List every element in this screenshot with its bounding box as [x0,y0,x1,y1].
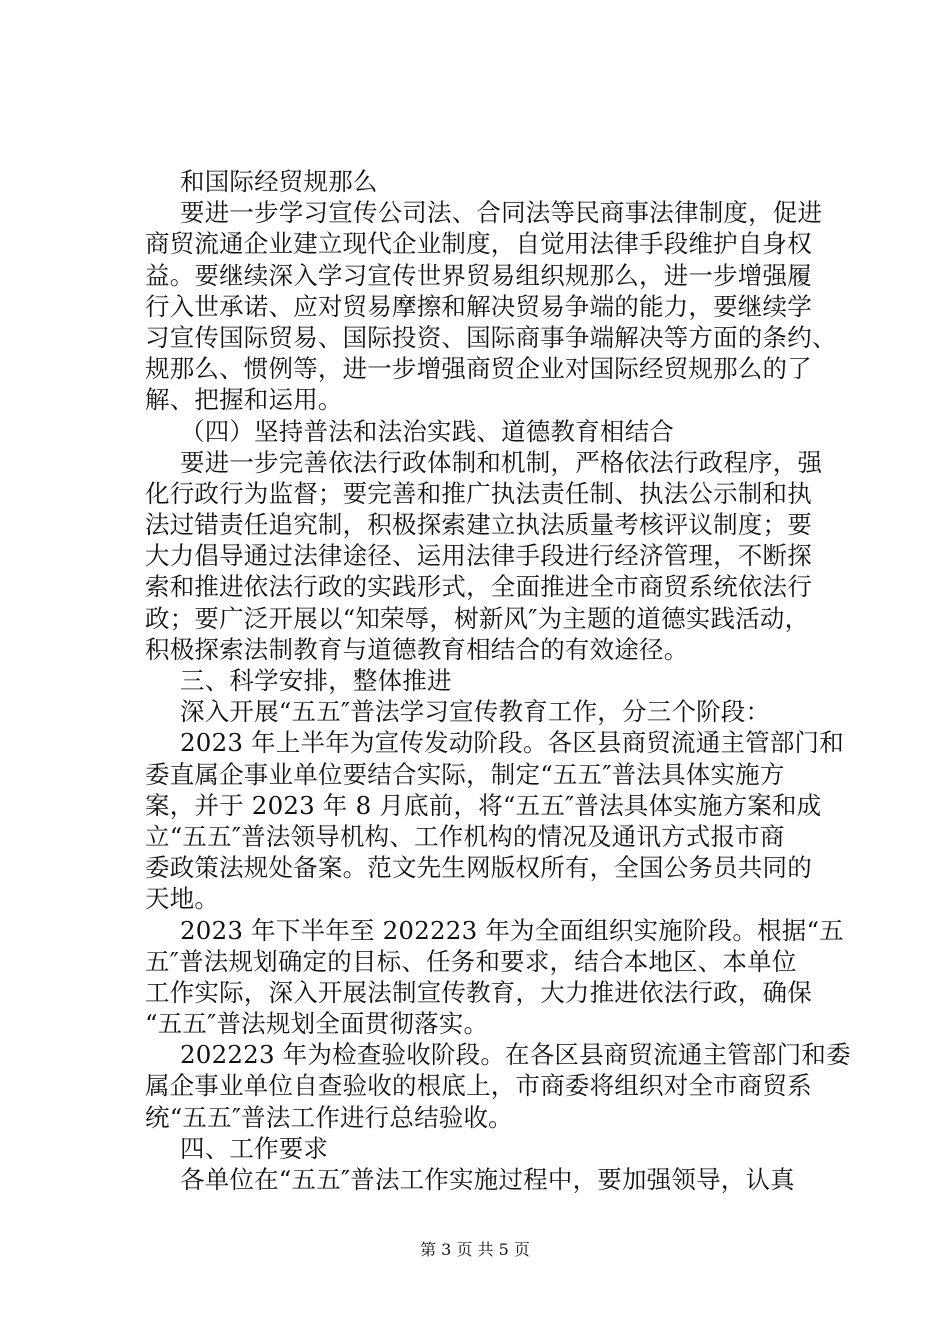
text-line: 法过错责任追究制，积极探索建立执法质量考核评议制度；要 [145,510,812,540]
text-line: 解、把握和运用。 [145,385,343,415]
text-line: 案，并于 2023 年 8 月底前，将“五五″普法具体实施方案和成 [145,790,822,820]
text-line: 商贸流通企业建立现代企业制度，自觉用法律手段维护自身权 [145,229,812,259]
text-line: 大力倡导通过法律途径、运用法律手段进行经济管理，不断探 [145,541,812,571]
text-line: 规那么、惯例等，进一步增强商贸企业对国际经贸规那么的了 [145,354,812,384]
text-line: 委政策法规处备案。范文先生网版权所有，全国公务员共同的 [145,853,812,883]
text-line: 要进一步学习宣传公司法、合同法等民商事法律制度，促进 [180,198,823,228]
text-line: 天地。 [145,884,220,914]
text-line: 委直属企事业单位要结合实际，制定“五五″普法具体实施方 [145,759,785,789]
page-footer: 第 3 页 共 5 页 [420,1240,530,1259]
text-line: 五″普法规划确定的目标、任务和要求，结合本地区、本单位 [145,946,797,976]
text-line: 索和推进依法行政的实践形式，全面推进全市商贸系统依法行 [145,572,812,602]
document-body [145,166,851,1195]
text-line: “五五″普法规划全面贯彻落实。 [145,1009,489,1039]
text-line: 统“五五″普法工作进行总结验收。 [145,1102,513,1132]
text-line: 202223 年为检查验收阶段。在各区县商贸流通主管部门和委 [180,1040,851,1070]
text-line: 三、科学安排，整体推进 [180,666,452,695]
text-line: 四、工作要求 [180,1133,329,1163]
text-line: 深入开展“五五″普法学习宣传教育工作，分三个阶段： [180,697,771,727]
text-line: 益。要继续深入学习宣传世界贸易组织规那么，进一步增强履 [145,260,812,290]
text-line: 习宣传国际贸易、国际投资、国际商事争端解决等方面的条约、 [145,322,837,352]
text-line: 2023 年下半年至 202223 年为全面组织实施阶段。根据“五 [180,915,844,945]
text-line: 要进一步完善依法行政体制和机制，严格依法行政程序，强 [180,447,823,477]
text-line: 化行政行为监督；要完善和推广执法责任制、执法公示制和执 [145,478,812,508]
text-line: 各单位在“五五″普法工作实施过程中，要加强领导，认真 [180,1165,795,1194]
text-line: 立“五五″普法领导机构、工作机构的情况及通讯方式报市商 [145,821,785,851]
text-line: 和国际经贸规那么 [180,167,378,196]
text-line: 工作实际，深入开展法制宣传教育，大力推进依法行政，确保 [145,977,812,1007]
text-line: 2023 年上半年为宣传发动阶段。各区县商贸流通主管部门和 [180,728,844,758]
text-line: 属企事业单位自查验收的根底上，市商委将组织对全市商贸系 [145,1071,812,1101]
text-line: 积极探索法制教育与道德教育相结合的有效途径。 [145,634,689,664]
text-line: 政；要广泛开展以“知荣辱，树新风″为主题的道德实践活动， [145,603,810,633]
text-line: （四）坚持普法和法治实践、道德教育相结合 [180,416,674,446]
text-line: 行入世承诺、应对贸易摩擦和解决贸易争端的能力，要继续学 [145,291,812,321]
